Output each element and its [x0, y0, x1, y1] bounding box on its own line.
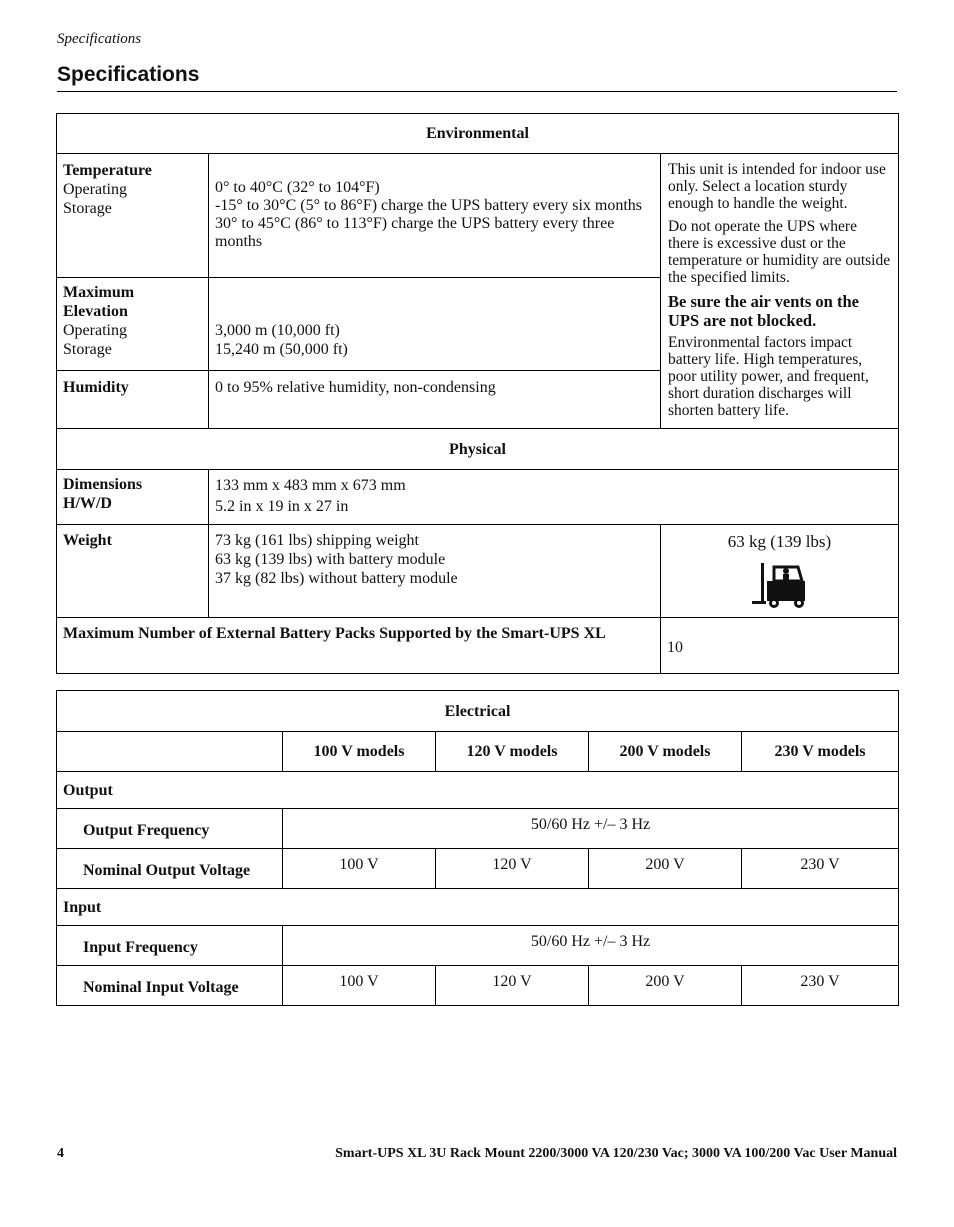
nominal-output-label: Nominal Output Voltage [57, 849, 283, 889]
running-head: Specifications [57, 31, 142, 47]
environmental-header-row [57, 114, 899, 154]
nominal-input-100v: 100 V [283, 966, 436, 1006]
page-title: Specifications [57, 63, 200, 86]
title-rule [57, 91, 897, 92]
forklift-icon [752, 561, 808, 609]
environmental-header: Environmental [57, 114, 899, 154]
elevation-label-2: Elevation [63, 303, 128, 320]
page-number: 4 [57, 1146, 64, 1161]
physical-header-row [57, 429, 899, 470]
temperature-storage-value-2: 30° to 45°C (86° to 113°F) charge the UPS battery every three months [215, 215, 615, 250]
weight-with-battery: 63 kg (139 lbs) with battery module [215, 551, 446, 568]
environmental-notes [661, 154, 899, 429]
col-120v-models: 120 V models [436, 732, 589, 772]
elevation-value-cell [209, 278, 661, 371]
output-group-label: Output [57, 772, 899, 809]
model-columns-row [57, 732, 899, 772]
environmental-physical-table [56, 113, 899, 674]
nominal-input-row [57, 966, 899, 1006]
input-frequency-value: 50/60 Hz +/– 3 Hz [283, 926, 899, 966]
temperature-value-cell [209, 154, 661, 278]
nominal-input-120v: 120 V [436, 966, 589, 1006]
elevation-label-cell [57, 278, 209, 371]
humidity-label: Humidity [63, 379, 129, 396]
nominal-input-label: Nominal Input Voltage [57, 966, 283, 1006]
weight-value-cell [209, 525, 661, 618]
external-battery-label: Maximum Number of External Battery Packs Supported by the Smart-UPS XL [57, 618, 661, 674]
temperature-operating-label: Operating [63, 181, 127, 198]
nominal-output-120v: 120 V [436, 849, 589, 889]
external-battery-row [57, 618, 899, 674]
weight-shipping: 73 kg (161 lbs) shipping weight [215, 532, 419, 549]
nominal-output-100v: 100 V [283, 849, 436, 889]
nominal-input-230v: 230 V [742, 966, 899, 1006]
nominal-input-200v: 200 V [589, 966, 742, 1006]
col-100v-models: 100 V models [283, 732, 436, 772]
output-group-row [57, 772, 899, 809]
physical-header: Physical [57, 429, 899, 470]
note-battery-life: Environmental factors impact battery life. High temperatures, poor utility power, and frequent, short duration discharges will shorten battery life. [668, 334, 869, 419]
elevation-storage-label: Storage [63, 341, 112, 358]
temperature-operating-value: 0° to 40°C (32° to 104°F) [215, 179, 380, 196]
dimensions-metric: 133 mm x 483 mm x 673 mm [215, 477, 406, 494]
note-air-vents-warning: Be sure the air vents on the UPS are not blocked. [668, 292, 859, 330]
input-group-row [57, 889, 899, 926]
weight-row [57, 525, 899, 618]
note-indoor-use: This unit is intended for indoor use only. Select a location sturdy enough to handle the weight. [668, 161, 886, 212]
temperature-label-cell [57, 154, 209, 278]
footer-manual-title: Smart-UPS XL 3U Rack Mount 2200/3000 VA 120/230 Vac; 3000 VA 100/200 Vac User Manual [335, 1146, 897, 1161]
electrical-header: Electrical [57, 691, 899, 732]
lift-weight-cell [661, 525, 899, 618]
dimensions-row [57, 470, 899, 525]
input-frequency-row [57, 926, 899, 966]
temperature-row [57, 154, 899, 278]
elevation-storage-value: 15,240 m (50,000 ft) [215, 341, 348, 358]
external-battery-value: 10 [661, 618, 899, 674]
nominal-output-row [57, 849, 899, 889]
elevation-label-1: Maximum [63, 284, 135, 301]
nominal-output-230v: 230 V [742, 849, 899, 889]
output-frequency-value: 50/60 Hz +/– 3 Hz [283, 809, 899, 849]
humidity-value: 0 to 95% relative humidity, non-condensing [209, 371, 661, 429]
elevation-operating-value: 3,000 m (10,000 ft) [215, 322, 340, 339]
dimensions-imperial: 5.2 in x 19 in x 27 in [215, 498, 349, 515]
nominal-output-200v: 200 V [589, 849, 742, 889]
model-columns-corner [57, 732, 283, 772]
weight-label: Weight [63, 532, 112, 549]
dimensions-label-1: Dimensions [63, 476, 143, 493]
electrical-table [56, 690, 899, 1006]
electrical-header-row [57, 691, 899, 732]
lift-weight-value: 63 kg (139 lbs) [727, 532, 832, 551]
weight-without-battery: 37 kg (82 lbs) without battery module [215, 570, 458, 587]
dimensions-value-cell [209, 470, 899, 525]
dimensions-label-cell [57, 470, 209, 525]
temperature-storage-value-1: -15° to 30°C (5° to 86°F) charge the UPS battery every six months [215, 197, 643, 214]
output-frequency-label: Output Frequency [57, 809, 283, 849]
col-200v-models: 200 V models [589, 732, 742, 772]
weight-label-cell [57, 525, 209, 618]
input-frequency-label: Input Frequency [57, 926, 283, 966]
note-dust-limits: Do not operate the UPS where there is excessive dust or the temperature or humidity are outside the specified limits. [668, 218, 891, 286]
temperature-label: Temperature [63, 162, 152, 179]
temperature-storage-label: Storage [63, 200, 112, 217]
input-group-label: Input [57, 889, 899, 926]
output-frequency-row [57, 809, 899, 849]
elevation-operating-label: Operating [63, 322, 127, 339]
col-230v-models: 230 V models [742, 732, 899, 772]
humidity-label-cell [57, 371, 209, 429]
dimensions-label-2: H/W/D [63, 495, 112, 512]
